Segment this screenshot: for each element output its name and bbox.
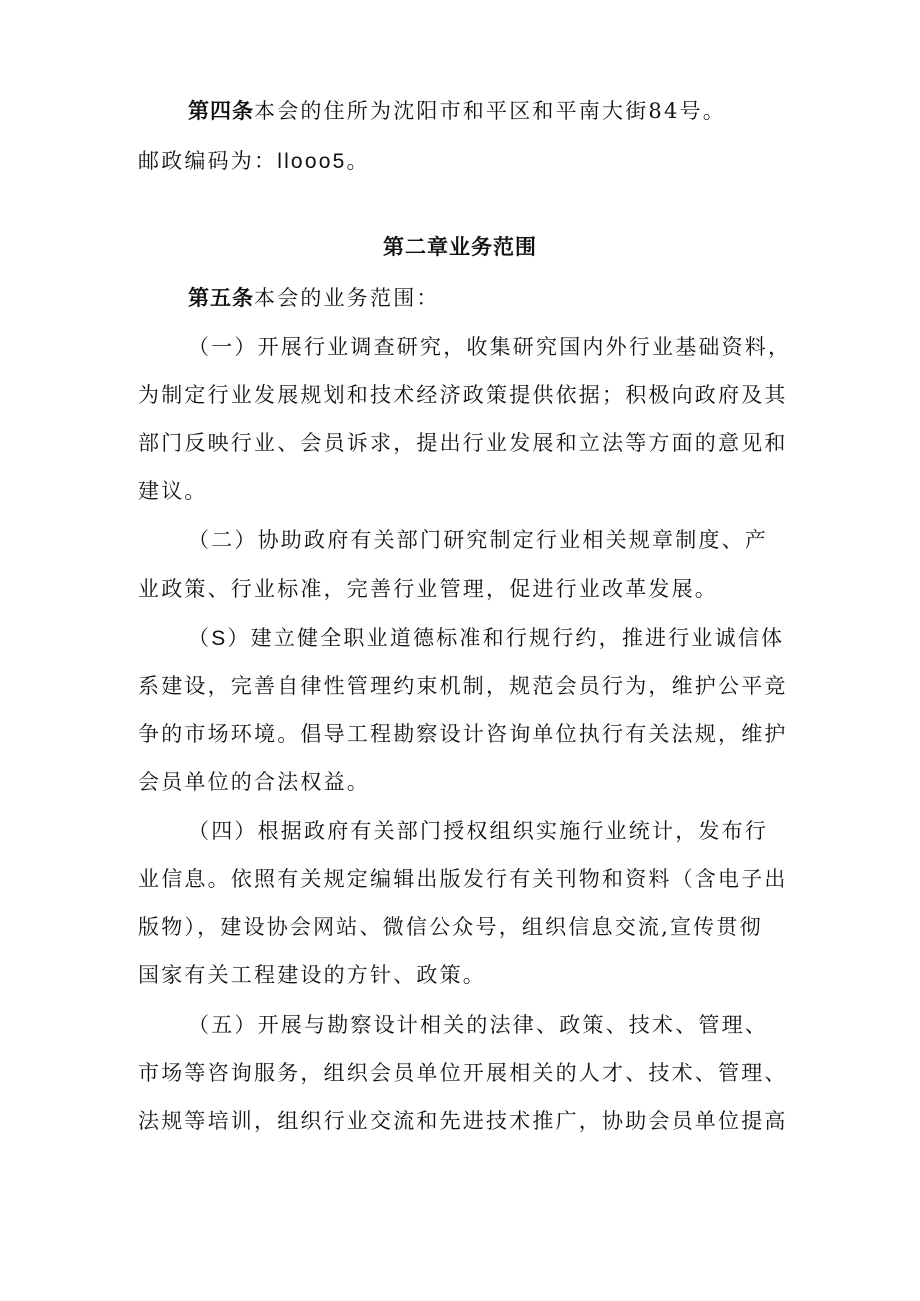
- item-3-line-1: [188, 623, 848, 654]
- chapter-2-heading: 第二章业务范围: [383, 235, 537, 259]
- article-5-label: 第五条: [188, 286, 254, 310]
- item-4-line-3: 版物），建设协会网站、微信公众号，组织信息交流,宣传贯彻: [138, 915, 763, 939]
- item-5-line-1: （五）开展与勘察设计相关的法律、政策、技术、管理、: [188, 1013, 768, 1037]
- item-1-line-1: （一）开展行业调查研究，收集研究国内外行业基础资料，: [188, 335, 792, 359]
- postal-code-line: [138, 146, 798, 177]
- item-3-line-3: 争的市场环境。倡导工程勘察设计咨询单位执行有关法规，维护: [138, 722, 788, 746]
- article-4-text: 本会的住所为沈阳市和平区和平南大街84号。: [254, 99, 726, 123]
- item-3-open-paren: （: [188, 626, 212, 650]
- item-5-line-3: 法规等培训，组织行业交流和先进技术推广，协助会员单位提高: [138, 1109, 788, 1133]
- item-4-line-4: 国家有关工程建设的方针、政策。: [138, 963, 486, 987]
- item-4-line-2: 业信息。依照有关规定编辑出版发行有关刊物和资料（含电子出: [138, 867, 788, 891]
- item-3-line-4: 会员单位的合法权益。: [138, 770, 370, 794]
- item-4-line-1: （四）根据政府有关部门授权组织实施行业统计，发布行: [188, 819, 768, 843]
- item-2-line-1: （二）协助政府有关部门研究制定行业相关规章制度、产: [188, 528, 768, 552]
- article-4-label: 第四条: [188, 99, 254, 123]
- postal-code-prefix: 邮政编码为：: [138, 149, 278, 173]
- item-1-line-3: 部门反映行业、会员诉求，提出行业发展和立法等方面的意见和: [138, 431, 788, 455]
- postal-code-value: llooo5: [277, 150, 347, 173]
- item-2-line-2: 业政策、行业标准，完善行业管理，促进行业改革发展。: [138, 577, 718, 601]
- item-1-line-4: 建议。: [138, 479, 208, 503]
- article-5-line: [188, 283, 848, 313]
- item-3-line-2: 系建设，完善自律性管理约束机制，规范会员行为，维护公平竞: [138, 674, 788, 698]
- item-5-line-2: 市场等咨询服务，组织会员单位开展相关的人才、技术、管理、: [138, 1061, 788, 1085]
- postal-code-suffix: 。: [346, 149, 370, 173]
- article-4-line: [188, 96, 848, 126]
- item-3-rest: ）建立健全职业道德标准和行规行约，推进行业诚信体: [227, 626, 785, 650]
- item-1-line-2: 为制定行业发展规划和技术经济政策提供依据；积极向政府及其: [138, 383, 788, 407]
- article-5-text: 本会的业务范围：: [254, 286, 440, 310]
- item-3-mark: S: [211, 627, 228, 650]
